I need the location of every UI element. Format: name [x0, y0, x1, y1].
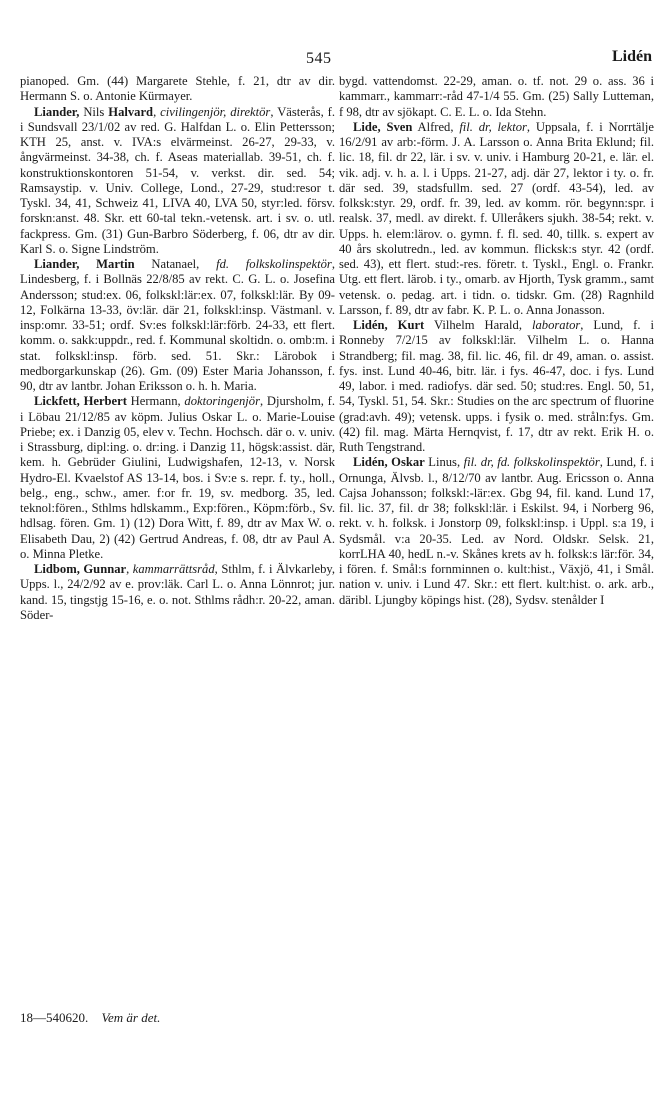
entry-surname: Lide, [353, 119, 381, 134]
entry-surname: Liander, [34, 257, 80, 271]
entry-given-names-rest: Vilhelm Harald, [424, 318, 532, 332]
entry-call-name: Oskar [391, 455, 425, 470]
entry-given-names-rest: Hermann, [126, 394, 185, 409]
entry-lidbom-gunnar [20, 562, 335, 623]
entry-given-names-rest: Alfred, [412, 119, 460, 134]
entry-liden-kurt [339, 318, 654, 455]
entry-liander-martin [20, 257, 335, 394]
right-column [339, 74, 654, 608]
entry-separator: , [153, 104, 161, 119]
entry-surname: Lidbom, [34, 562, 80, 576]
continuation-text: bygd. vattendomst. 22-29, aman. o. tf. not. 29 o. ass. 36 i kammarr., kammarr:-råd 47-1/4 55. Gm. (25) Sally Lutteman, f 98, dtr av sjökapt. C. E. L. o. Ida Stehn. [339, 74, 654, 119]
entry-call-name: Kurt [397, 318, 425, 332]
entry-body: , Lund, f. i Ronneby 7/2/15 av folkskl:lär. Vilhelm L. o. Hanna Strandberg; fil. mag. 38, fil. lic. 46, fil. dr 49, aman. o. assist. fys. inst. Lund 40-46, bitr. lär. i fys. 46-47, doc. i fys. Lund 49, labor. i med. radiofys. där sed. 50; stud:res. Engl. 50, 51, 54, Tyskl. 51, 54. Skr.: Studies on the arc spectrum of fluorine (grad:avh. 49); vetensk. upps. i fysik o. med. stråln:fys. Gm. (42) fil. mag. Märta Hernqvist, f. 17, dtr av rekt. Erik H. o. Ruth Tengstrand. [339, 318, 655, 454]
page-footer [20, 1010, 160, 1026]
entry-body: , Lund, f. i Ornunga, Älvsb. l., 8/12/70 av lantbr. Aug. Ericsson o. Anna Cajsa Johansson; folkskl:-lär:ex. Gbg 94, fil. kand. Lund 17, fil. lic. 37, fil. dr 38; folkskl:lär. i Eskilst. 94, i Norberg 96, rekt. v. h. folksk. i Jonstorp 09, folkskl:insp. i Uppl. s:a 19, i Sydsmål. v:a 20-35. Led. av Nord. Oldskr. Selsk. 21, korrLHA 40, hedL n.-v. Skånes krets av h. folksk:s lär:för. 34, i fören. f. Smål:s fornminnen o. kult:hist., Växjö, 41, i Smål. nation v. univ. i Lund 47. Skr.: ett flert. kult:hist. o. ark. arb., däribl. Ljungby köpings hist. (28), Sydsv. stenålder I [339, 455, 654, 607]
entry-separator: , [126, 562, 133, 576]
entry-liander-nils-halvard [20, 105, 335, 258]
page-number: 545 [306, 50, 332, 67]
entry-lide-sven [339, 120, 654, 318]
running-head: Lidén [611, 48, 652, 65]
entry-body: , Uppsala, f. i Norrtälje 16/2/91 av arb:-förm. J. A. Larsson o. Anna Brita Eklund; fil. lic. 18, fil. dr 22, lär. i sv. v. univ. i Hamburg 20-21, e. lär. el. vik. adj. v. h. a. l. i Upps. 21-27, adj. där 27, lektor i ty. o. fr. där sed. 39, stadsfullm. sed. 27 (ordf. 43-54), led. av folksk:styr. 29, ordf. fr. 39, led. av komm. rör. begynn:spr. i realsk. 37, medl. av direkt. f. Ulleråkers sjukh. 38-54; rekt. v. Upps. h. elem:lärov. o. gymn. f. fl. sed. 40, tillk. s. expert av 40 års skolutredn., led. av kommun. flicksk:s styr. 42 (ordf. sed. 43), ett flert. stud:-res. företr. t. Tyskl., Engl. o. Frankr. Utg. ett flert. lärob. i ty., omarb. av Hjorth, Tysk gramm., samt vetensk. o. pedag. art. i tidn. o. tidskr. Gm. (28) Ragnhild Larsson, f. 89, dtr av fabr. K. P. L. o. Anna Jonasson. [339, 119, 654, 317]
entry-given-names [388, 318, 398, 332]
entry-given-names-rest: Natanael, [134, 257, 217, 271]
entry-call-name: Herbert [83, 394, 127, 409]
entry-body: , Djursholm, f. i Löbau 21/12/85 av köpm. Julius Oskar L. o. Marie-Louise Priebe; ex. i Danzig 05, elev v. Techn. Hochsch. där o. v. univ. i Strassburg, dipl:ing. o. dr:ing. i Danzig 11, högsk:assist. där, kem. h. Gebrüder Giulini, Ludwigshafen, 12-13, v. Norsk Hydro-El. Kvaelstof AS 13-14, bos. i Sv:e s. repr. f. ty., holl., belg., eng., schw., amer. f:or fr. 19, sv. medborg. 35, led. teknol:fören., Sthlms hdlskamm., Exp:fören., Köpm:förb., Sv. hdlsag. fören. Gm. 1) (12) Dora Witt, f. 89, dtr av Max W. o. Elisabeth Dau, 2) (42) Gertrud Andreas, f. 08, dtr av Paul A. o. Minna Pletke. [20, 394, 335, 561]
entry-title: fd. folkskolinspektör [216, 257, 332, 271]
entry-title: kammarrättsråd [132, 562, 215, 576]
continuation-text: pianoped. Gm. (44) Margarete Stehle, f. 21, dtr av dir. Hermann S. o. Antonie Kürmayer. [20, 74, 335, 104]
entry-title: fil. dr, lektor [459, 119, 527, 134]
entry-given-names [79, 257, 96, 271]
entry-liden-oskar [339, 455, 654, 608]
entry-call-name: Sven [386, 119, 413, 134]
entry-title: laborator [531, 318, 581, 332]
entry-given-names-rest: Linus, [424, 455, 464, 470]
entry-given-names: Nils [79, 104, 109, 119]
entry-surname: Lickfett, [34, 394, 80, 409]
entry-title: fil. dr, fd. folkskolinspektör [463, 455, 600, 470]
entry-body: , Västerås, f. i Sundsvall 23/1/02 av red. G. Halfdan L. o. Elin Pettersson; KTH 25, anst. v. IVA:s elvärmeinst. 26-27, 29-33, v. ångvärmeinst. 34-38, ch. f. Aseas materiallab. 39-51, ch. f. konstruktionskontoren 51-54, v. verkst. dir. sed. 54; Ramsaystip. v. Univ. College, Lond., 27-29, stud:resor t. Tyskl. 34, 41, Schweiz 41, LIVA 40, LVA 50, styr:led. försv. forskn:anst. 48. Skr. ett 60-tal tekn.-vetensk. art. i sv. o. utl. fackpress. Gm. (31) Gun-Barbro Söderberg, f. 06, dtr av dir. Karl S. o. Signe Lindström. [20, 104, 336, 256]
entry-body: , Sthlm, f. i Älvkarleby, Upps. l., 24/2/92 av e. prov:läk. Carl L. o. Anna Lönnrot; jur. kand. 15, tingstjg 15-16, e. o. not. Sthlms rådh:r. 20-22, aman. Söder- [20, 562, 336, 622]
entry-surname: Lidén, [353, 455, 388, 470]
entry-call-name: Halvard [108, 104, 154, 119]
printer-signature: 18—540620. [20, 1010, 89, 1025]
entry-title: doktoringenjör [184, 394, 260, 409]
entry-body: , Lindesberg, f. i Bollnäs 22/8/85 av rekt. C. G. L. o. Josefina Andersson; stud:ex. 06, folkskl:lär:ex. 07, folkskl:lär. By 09-12, Folkärna 13-33, öv:lär. där 21, folkskl:insp. Västmanl. v. insp:omr. 33-51; ordf. Sv:es folkskl:lär:förb. 24-33, ett flert. komm. o. sakk:uppdr., red. f. Kommunal skoltidn. o. omb:m. i stat. folkskl:insp. förb. sed. 51. Skr.: Lärobok i medborgarkunskap (26). Gm. (09) Ester Maria Johansson, f. 90, dtr av lantbr. Johan Eriksson o. h. h. Maria. [20, 257, 335, 393]
entry-surname: Liander, [34, 104, 80, 119]
entry-call-name: Martin [96, 257, 135, 271]
series-title: Vem är det. [101, 1010, 161, 1025]
left-column [20, 74, 335, 623]
entry-surname: Lidén, [353, 318, 388, 332]
entry-lickfett-herbert [20, 394, 335, 562]
entry-title: civilingenjör, direktör [160, 104, 271, 119]
entry-call-name: Gunnar [83, 562, 127, 576]
